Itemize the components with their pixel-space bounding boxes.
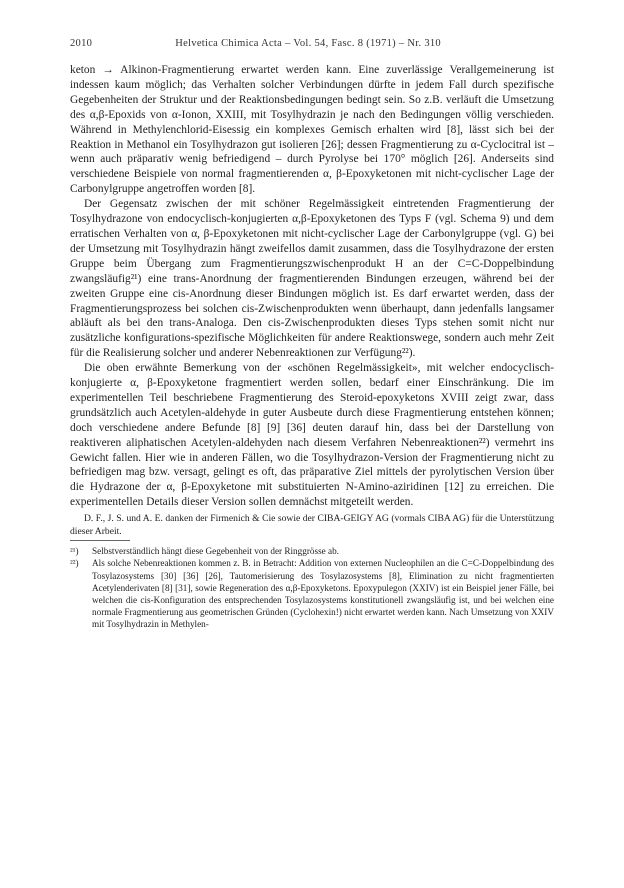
page-number: 2010 bbox=[70, 38, 93, 49]
footnote-marker: ²¹) bbox=[70, 546, 79, 557]
acknowledgement: D. F., J. S. und A. E. danken der Firmenich & Cie sowie der CIBA-GEIGY AG (vormals CIBA AG) für die Unterstützung dieser Arbeit. bbox=[70, 513, 554, 537]
footnote-text: Als solche Nebenreaktionen kommen z. B. in Betracht: Addition von externen Nucleophilen an die C=C-Doppelbindung des Tosylazosystems [30] [36] [26], Tautomerisierung des Tosylazosystems [8], Elimination zu nicht fragmentierten Acetylenderivaten [8] [31], sowie Regeneration des α,β-Epoxyketons. Epoxypulegon (XXIV) ist ein Beispiel jener Fälle, bei welchen die cis-Konfiguration des entsprechenden Tosylazosystems konstitutionell zwangsläufig ist, und bei welchen eine normale Fragmentierung aus geometrischen Gründen (Cyclohexin!) nicht erwartet werden kann. Nach Umsetzung von XXIV mit Tosylhydrazin in Methylen- bbox=[92, 558, 554, 629]
journal-page bbox=[70, 38, 554, 630]
paragraph-3: Die oben erwähnte Bemerkung von der «schönen Regelmässigkeit», mit welcher endocyclisch-konjugierte α, β-Epoxyketone fragmentiert werden sollen, bedarf einer Einschränkung. Die im experimentellen Teil beschriebene Fragmentierung des Steroid-epoxyketons XVIII zeigt zwar, dass grundsätzlich auch Acetylen-aldehyde in guter Ausbeute durch diese Fragmentierung entstehen können; doch verschiedene andere Befunde [8] [9] [36] deuten darauf hin, dass bei der Darstellung von reaktiveren aliphatischen Acetylen-aldehyden nach diesem Verfahren Nebenreaktionen²²) vermehrt ins Gewicht fallen. Hier wie in anderen Fällen, wo die Tosylhydrazon-Version der Fragmentierung nicht zu befriedigen mag bzw. versagt, gelingt es oft, das präparative Ziel mittels der pyrolytischen Version über die Hydrazone der α, β-Epoxyketone mit substituierten N-Amino-aziridinen [12] zu erreichen. Die experimentellen Details dieser Version sollen demnächst mitgeteilt werden. bbox=[70, 362, 554, 509]
journal-title: Helvetica Chimica Acta – Vol. 54, Fasc. 8 (1971) – Nr. 310 bbox=[175, 38, 441, 49]
footnote-22 bbox=[70, 557, 554, 630]
paragraph-1: keton → Alkinon-Fragmentierung erwartet werden kann. Eine zuverlässige Verallgemeinerung ist indessen kaum möglich; das Verhalten solcher Verbindungen dürfte in jedem Fall durch spezifische Gegebenheiten der Struktur und der Reaktionsbedingungen bedingt sein. So z.B. verläuft die Umsetzung des α,β-Epoxids von α-Ionon, XXIII, mit Tosylhydrazin je nach den Bedingungen völlig verschieden. Während in Methylenchlorid-Eisessig ein komplexes Gemisch erhalten wird [8], lässt sich bei der Reaktion in Methanol ein Tosylhydrazon gut isolieren [26]; dessen Fragmentierung zu α-Cyclocitral ist – wenn auch präparativ wenig befriedigend – durch Pyrolyse bei 170° möglich [26]. Anderseits sind verschiedene Beispiele von normal fragmentierenden α, β-Epoxyketonen mit nicht-cyclischer Lage der Carbonylgruppe angetroffen worden [8]. bbox=[70, 64, 554, 196]
footnote-divider bbox=[70, 540, 130, 541]
footnote-marker: ²²) bbox=[70, 558, 79, 569]
footnote-text: Selbstverständlich hängt diese Gegebenheit von der Ringgrösse ab. bbox=[92, 546, 339, 557]
footnote-21 bbox=[70, 545, 554, 557]
paragraph-2: Der Gegensatz zwischen der mit schöner Regelmässigkeit eintretenden Fragmentierung der Tosylhydrazone von endocyclisch-konjugierten α,β-Epoxyketonen des Typs F (vgl. Schema 9) und dem erratischen Verhalten von α, β-Epoxyketonen mit nicht-cyclischer Lage der Carbonylgruppe (vgl. G) bei der Umsetzung mit Tosylhydrazin hängt zweifellos damit zusammen, dass die Tosylhydrazone der ersten Gruppe beim Übergang zum Fragmentierungszwischenprodukt H an der C=C-Doppelbindung zwangsläufig²¹) eine trans-Anordnung der fragmentierenden Bindungen erzeugen, während bei der zweiten Gruppe eine cis-Anordnung dieser Bindungen möglich ist. Es darf erwartet werden, dass der Fragmentierungsprozess bei solchen cis-Zwischenprodukten wenn überhaupt, dann jedenfalls langsamer abläuft als bei den trans-Analoga. Den cis-Zwischenprodukten dieses Typs stehen somit nicht nur zusätzliche konfigurations-spezifische Möglichkeiten für andere Reaktionswege, sondern auch mehr Zeit für die Realisierung solcher und anderer Nebenreaktionen zur Verfügung²²). bbox=[70, 198, 554, 360]
running-header bbox=[70, 38, 554, 49]
